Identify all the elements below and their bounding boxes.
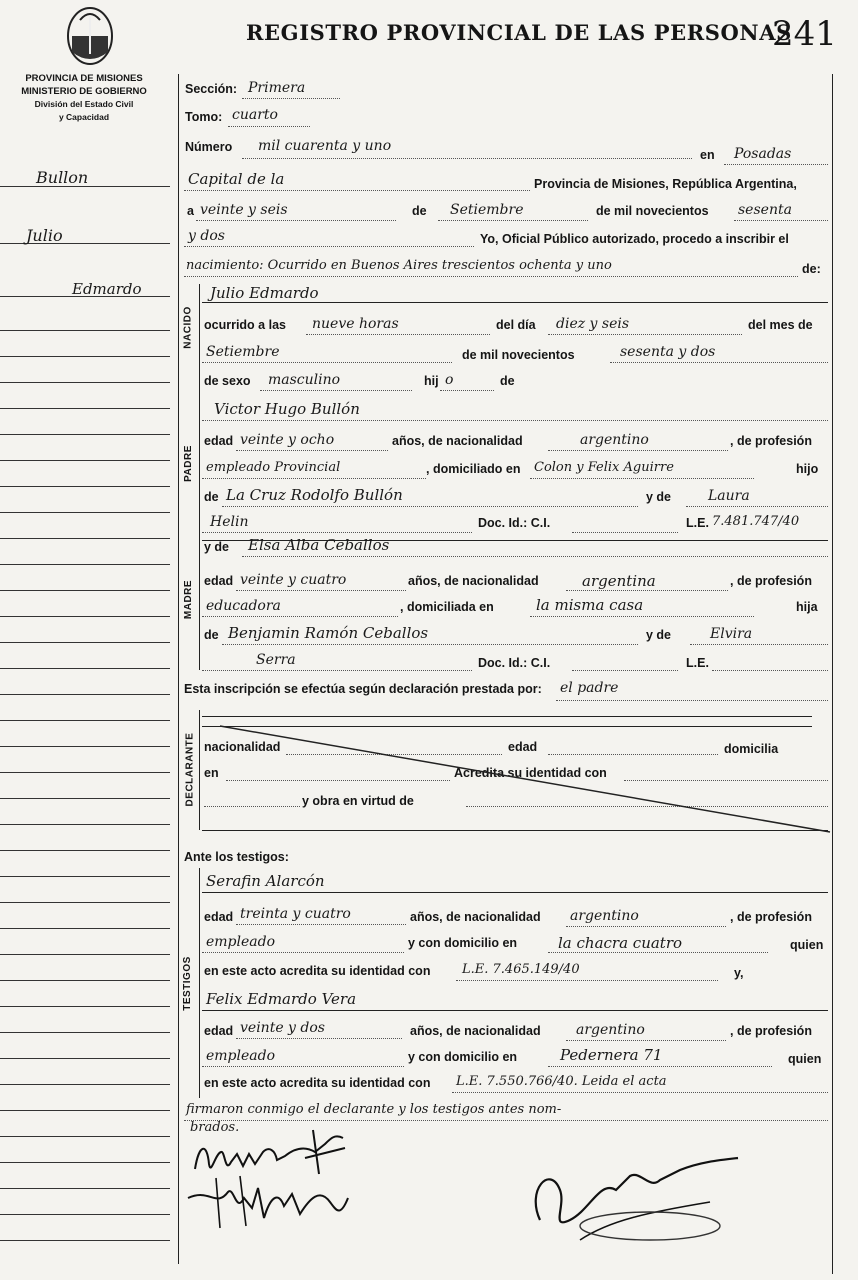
mes-value: Setiembre <box>450 202 524 218</box>
label-madre: MADRE <box>183 579 195 620</box>
signature-official-icon <box>520 1150 760 1250</box>
issuer-ministry: MINISTERIO DE GOBIERNO <box>21 86 147 97</box>
padre-edad: veinte y ocho <box>240 432 335 448</box>
mes-nac-value: Setiembre <box>206 344 280 360</box>
padre-nombre: Victor Hugo Bullón <box>214 400 360 418</box>
en-label: en <box>700 148 715 162</box>
madre-yde-label-2: y de <box>646 628 672 642</box>
anio-value: sesenta <box>738 202 792 218</box>
t1-acredita-label: en este acto acredita su identidad con <box>204 964 431 978</box>
margin-surname: Bullon <box>36 168 89 187</box>
t1-prof-label: , de profesión <box>730 910 812 924</box>
frame-left-rule <box>178 74 179 1264</box>
del-dia-label: del día <box>496 318 536 332</box>
section-rule <box>199 284 200 670</box>
issuer-block <box>4 72 164 124</box>
nacimiento-value: nacimiento: Ocurrido en Buenos Aires trescientos ochenta y uno <box>186 258 612 273</box>
dec-obra-label: y obra en virtud de <box>302 794 414 808</box>
dec-en-label: en <box>204 766 219 780</box>
seccion-label: Sección: <box>185 82 238 96</box>
document-title: REGISTRO PROVINCIAL DE LAS PERSONAS <box>246 20 792 45</box>
t1-y-label: y, <box>734 966 744 980</box>
dia-nac-value: diez y seis <box>556 316 630 332</box>
t1-nac-label: años, de nacionalidad <box>410 910 541 924</box>
del-mes-label: del mes de <box>748 318 813 332</box>
padre-madre2: Helin <box>210 514 249 530</box>
madre-edad: veinte y cuatro <box>240 572 347 588</box>
madre-nombre: Elsa Alba Ceballos <box>248 536 390 554</box>
padre-prof-label: , de profesión <box>730 434 812 448</box>
padre-prof: empleado Provincial <box>206 460 341 475</box>
section-rule-3 <box>199 868 200 1098</box>
de-colon-label: de: <box>802 262 821 276</box>
madre-doc-label: Doc. Id.: C.I. <box>478 656 551 670</box>
t1-nombre: Serafin Alarcón <box>206 872 325 890</box>
t1-prof: empleado <box>206 934 276 950</box>
t2-prof-label: , de profesión <box>730 1024 812 1038</box>
t1-quien-label: quien <box>790 938 824 952</box>
hij-suffix: o <box>445 372 454 388</box>
madre-madre2: Serra <box>256 652 296 668</box>
padre-yde-label: y de <box>646 490 672 504</box>
dec-acredita-label: Acredita su identidad con <box>454 766 607 780</box>
tomo-label: Tomo: <box>185 110 223 124</box>
madre-prof-label: , de profesión <box>730 574 812 588</box>
tomo-value: cuarto <box>232 107 278 123</box>
dec-nac-label: nacionalidad <box>204 740 281 754</box>
cierre-line1: firmaron conmigo el declarante y los testigos antes nom- <box>186 1102 562 1117</box>
t2-edad-label: edad <box>204 1024 234 1038</box>
de-label-2: de <box>500 374 515 388</box>
madre-nac-label: años, de nacionalidad <box>408 574 539 588</box>
madre-padre: Benjamin Ramón Ceballos <box>228 624 429 642</box>
de-label: de <box>412 204 427 218</box>
signature-witness-1-icon <box>180 1168 360 1238</box>
a-label: a <box>187 204 194 218</box>
t1-dom: la chacra cuatro <box>558 934 683 952</box>
padre-nac-label: años, de nacionalidad <box>392 434 523 448</box>
madre-yde-label: y de <box>204 540 230 554</box>
ante-label: Ante los testigos: <box>184 850 289 864</box>
madre-edad-label: edad <box>204 574 234 588</box>
hija-label: hija <box>796 600 818 614</box>
cierre-line2: brados. <box>190 1120 240 1135</box>
t2-edad: veinte y dos <box>240 1020 325 1036</box>
sexo-label: de sexo <box>204 374 251 388</box>
hij-label: hij <box>424 374 439 388</box>
margin-name1: Julio <box>26 226 63 245</box>
padre-madre1: Laura <box>708 488 750 504</box>
label-padre: PADRE <box>182 445 194 482</box>
dec-edad-label: edad <box>508 740 538 754</box>
padre-le-label: L.E. <box>686 516 709 530</box>
madre-dom-label: , domiciliada en <box>400 600 494 614</box>
padre-nac: argentino <box>580 432 649 448</box>
label-declarante: DECLARANTE <box>184 732 196 807</box>
hijo-label: hijo <box>796 462 819 476</box>
t2-doc: L.E. 7.550.766/40. Leida el acta <box>456 1074 667 1089</box>
hora-value: nueve horas <box>312 316 399 332</box>
mil-nov-label: de mil novecientos <box>596 204 709 218</box>
t1-doc: L.E. 7.465.149/40 <box>462 962 580 977</box>
seccion-value: Primera <box>248 80 306 96</box>
sexo-value: masculino <box>268 372 341 388</box>
mil-nov-label-2: de mil novecientos <box>462 348 575 362</box>
frame-right-rule <box>832 74 833 1274</box>
nombre-value: Julio Edmardo <box>210 284 319 302</box>
t2-dom: Pedernera 71 <box>560 1046 663 1064</box>
t1-nac: argentino <box>570 908 639 924</box>
t2-prof: empleado <box>206 1048 276 1064</box>
madre-prof: educadora <box>206 598 281 614</box>
t2-dom-label: y con domicilio en <box>408 1050 518 1064</box>
padre-edad-label: edad <box>204 434 234 448</box>
dia-value: veinte y seis <box>200 202 288 218</box>
t2-quien-label: quien <box>788 1052 822 1066</box>
t2-nac-label: años, de nacionalidad <box>410 1024 541 1038</box>
issuer-province: PROVINCIA DE MISIONES <box>25 73 143 84</box>
madre-nac: argentina <box>582 572 656 590</box>
label-nacido: NACIDO <box>182 306 194 349</box>
dec-domicilia-label: domicilia <box>724 742 779 756</box>
t1-edad-label: edad <box>204 910 234 924</box>
padre-dom-label: , domiciliado en <box>426 462 521 476</box>
issuer-division: División del Estado Civil <box>34 99 134 109</box>
t2-nombre: Felix Edmardo Vera <box>206 990 357 1008</box>
numero-label: Número <box>185 140 233 154</box>
inscripcion-label: Esta inscripción se efectúa según declaración prestada por: <box>184 682 542 696</box>
t2-nac: argentino <box>576 1022 645 1038</box>
issuer-capacity: y Capacidad <box>58 112 110 122</box>
yo-label: Yo, Oficial Público autorizado, procedo a inscribir el <box>480 232 789 246</box>
numero-value: mil cuarenta y uno <box>258 138 392 154</box>
t1-edad: treinta y cuatro <box>240 906 351 922</box>
padre-le: 7.481.747/40 <box>712 514 800 529</box>
madre-de-label: de <box>204 628 219 642</box>
madre-dom: la misma casa <box>536 596 644 614</box>
t2-acredita-label: en este acto acredita su identidad con <box>204 1076 431 1090</box>
margin-name2: Edmardo <box>72 280 142 298</box>
padre-padre: La Cruz Rodolfo Bullón <box>226 486 403 504</box>
padre-doc-label: Doc. Id.: C.I. <box>478 516 551 530</box>
capital-value: Capital de la <box>188 170 285 188</box>
anio2-value: y dos <box>188 228 225 244</box>
padre-dom: Colon y Felix Aguirre <box>534 460 674 475</box>
madre-madre1: Elvira <box>710 626 753 642</box>
ocurrido-label: ocurrido a las <box>204 318 286 332</box>
en-value: Posadas <box>734 146 792 162</box>
provincia-label: Provincia de Misiones, República Argentina, <box>534 177 797 191</box>
declarante-value: el padre <box>560 680 619 696</box>
declarante-strike <box>200 716 840 836</box>
madre-le-label: L.E. <box>686 656 709 670</box>
page-number: 241 <box>772 14 837 54</box>
label-testigos: TESTIGOS <box>181 956 193 1011</box>
padre-de-label: de <box>204 490 219 504</box>
t1-dom-label: y con domicilio en <box>408 936 518 950</box>
anio-nac-value: sesenta y dos <box>620 344 716 360</box>
province-emblem-icon <box>64 2 116 68</box>
